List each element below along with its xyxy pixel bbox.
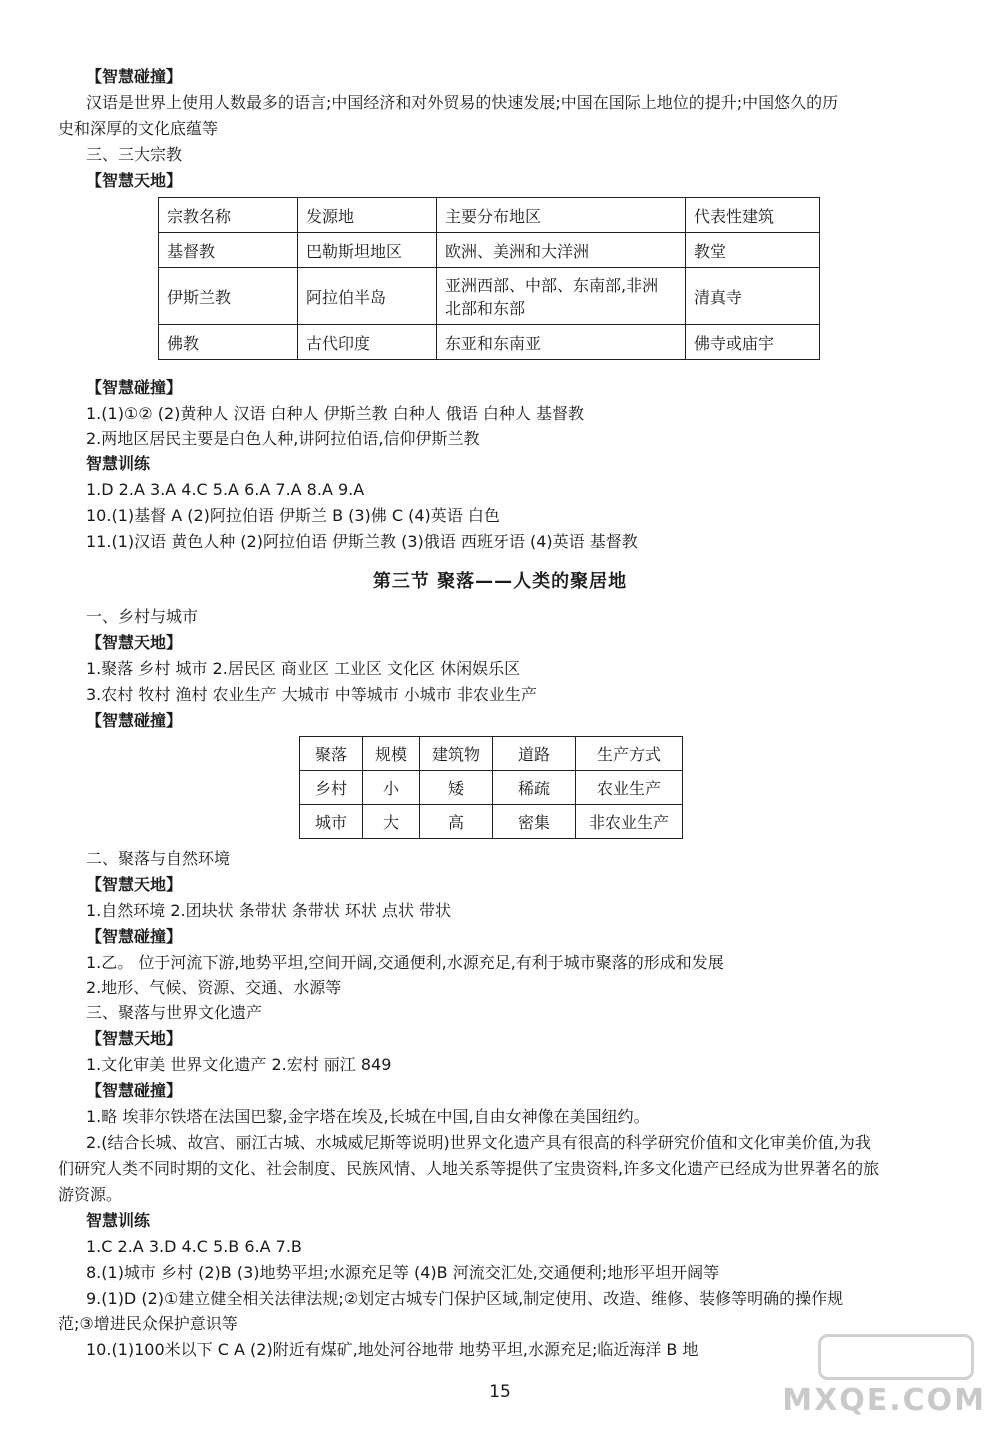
heading-wisdom-collision: 【智慧碰撞】 xyxy=(86,67,183,86)
answer-line: 3.农村 牧村 渔村 农业生产 大城市 中等城市 小城市 非农业生产 xyxy=(86,685,537,704)
table-row xyxy=(159,233,820,268)
answer-line: 1.文化审美 世界文化遗产 2.宏村 丽江 849 xyxy=(86,1055,392,1074)
answer-line: 2.地形、气候、资源、交通、水源等 xyxy=(86,978,342,997)
section-heading: 一、乡村与城市 xyxy=(86,607,199,626)
table-cell: 代表性建筑 xyxy=(686,198,820,233)
answer-line: 10.(1)100米以下 C A (2)附近有煤矿,地处河谷地带 地势平坦,水源充足;临近海洋 B 地 xyxy=(86,1340,699,1359)
answer-line: 1.乙。 位于河流下游,地势平坦,空间开阔,交通便利,水源充足,有利于城市聚落的形成和发展 xyxy=(86,953,724,972)
table-cell: 稀疏 xyxy=(493,771,576,805)
answer-line: 范;③增进民众保护意识等 xyxy=(58,1314,238,1333)
table-cell: 农业生产 xyxy=(576,771,683,805)
answer-line: 1.聚落 乡村 城市 2.居民区 商业区 工业区 文化区 休闲娱乐区 xyxy=(86,659,521,678)
heading-wisdom-world: 【智慧天地】 xyxy=(86,633,183,652)
religion-table xyxy=(158,197,820,360)
answer-line: 们研究人类不同时期的文化、社会制度、民族风情、人地关系等提供了宝贵资料,许多文化遗产已经成为世界著名的旅 xyxy=(58,1159,880,1178)
heading-wisdom-collision: 【智慧碰撞】 xyxy=(86,711,183,730)
heading-wisdom-world: 【智慧天地】 xyxy=(86,171,183,190)
section-heading: 三、三大宗教 xyxy=(86,145,183,164)
table-cell: 教堂 xyxy=(686,233,820,268)
page-number: 15 xyxy=(489,1382,511,1402)
table-cell: 东亚和东南亚 xyxy=(437,325,686,360)
table-cell: 高 xyxy=(420,805,493,839)
table-cell: 生产方式 xyxy=(576,737,683,771)
table-row xyxy=(159,268,820,325)
cell-line: 亚洲西部、中部、东南部,非洲 xyxy=(445,276,659,295)
table-cell: 主要分布地区 xyxy=(437,198,686,233)
answer-line: 8.(1)城市 乡村 (2)B (3)地势平坦;水源充足等 (4)B 河流交汇处,交通便利;地形平坦开阔等 xyxy=(86,1263,720,1282)
answer-line: 1.略 埃菲尔铁塔在法国巴黎,金字塔在埃及,长城在中国,自由女神像在美国纽约。 xyxy=(86,1107,650,1126)
heading-wisdom-world: 【智慧天地】 xyxy=(86,875,183,894)
table-cell: 大 xyxy=(363,805,420,839)
heading-wisdom-training: 智慧训练 xyxy=(86,454,151,473)
table-cell: 建筑物 xyxy=(420,737,493,771)
table-cell: 非农业生产 xyxy=(576,805,683,839)
answer-line: 9.(1)D (2)①建立健全相关法律法规;②划定古城专门保护区域,制定使用、改造、维修、装修等明确的操作规 xyxy=(86,1289,844,1308)
table-cell: 欧洲、美洲和大洋洲 xyxy=(437,233,686,268)
table-row xyxy=(300,805,683,839)
table-cell: 佛教 xyxy=(159,325,298,360)
table-header-row xyxy=(159,198,820,233)
table-row xyxy=(159,325,820,360)
answer-line: 1.自然环境 2.团块状 条带状 条带状 环状 点状 带状 xyxy=(86,901,452,920)
text-line: 史和深厚的文化底蕴等 xyxy=(58,119,219,138)
cell-line: 北部和东部 xyxy=(445,299,526,318)
table-cell: 伊斯兰教 xyxy=(159,268,298,325)
answer-line: 11.(1)汉语 黄色人种 (2)阿拉伯语 伊斯兰教 (3)俄语 西班牙语 (4)英语 基督教 xyxy=(86,532,638,551)
table-cell: 古代印度 xyxy=(298,325,437,360)
table-cell: 佛寺或庙宇 xyxy=(686,325,820,360)
table-cell: 清真寺 xyxy=(686,268,820,325)
table-cell: 发源地 xyxy=(298,198,437,233)
heading-wisdom-collision: 【智慧碰撞】 xyxy=(86,378,183,397)
settlement-table xyxy=(299,736,683,839)
table-cell: 乡村 xyxy=(300,771,363,805)
heading-wisdom-collision: 【智慧碰撞】 xyxy=(86,1081,183,1100)
heading-wisdom-world: 【智慧天地】 xyxy=(86,1029,183,1048)
table-cell: 小 xyxy=(363,771,420,805)
table-cell: 巴勒斯坦地区 xyxy=(298,233,437,268)
table-cell: 聚落 xyxy=(300,737,363,771)
section-heading: 二、聚落与自然环境 xyxy=(86,849,231,868)
table-header-row xyxy=(300,737,683,771)
answer-line: 1.D 2.A 3.A 4.C 5.A 6.A 7.A 8.A 9.A xyxy=(86,480,365,499)
table-cell: 基督教 xyxy=(159,233,298,268)
section-heading: 三、聚落与世界文化遗产 xyxy=(86,1003,263,1022)
table-cell: 阿拉伯半岛 xyxy=(298,268,437,325)
answer-line: 游资源。 xyxy=(58,1185,123,1204)
table-cell xyxy=(437,268,686,325)
answer-line: 10.(1)基督 A (2)阿拉伯语 伊斯兰 B (3)佛 C (4)英语 白色 xyxy=(86,506,500,525)
table-cell: 道路 xyxy=(493,737,576,771)
heading-wisdom-collision: 【智慧碰撞】 xyxy=(86,927,183,946)
section-title: 第三节 聚落——人类的聚居地 xyxy=(372,571,628,592)
watermark-logo-icon xyxy=(818,1334,974,1380)
table-cell: 规模 xyxy=(363,737,420,771)
table-cell: 宗教名称 xyxy=(159,198,298,233)
table-cell: 城市 xyxy=(300,805,363,839)
answer-line: 2.两地区居民主要是白色人种,讲阿拉伯语,信仰伊斯兰教 xyxy=(86,429,480,448)
answer-line: 2.(结合长城、故宫、丽江古城、水城威尼斯等说明)世界文化遗产具有很高的科学研究价值和文化审美价值,为我 xyxy=(86,1133,871,1152)
answer-line: 1.C 2.A 3.D 4.C 5.B 6.A 7.B xyxy=(86,1237,302,1256)
heading-wisdom-training: 智慧训练 xyxy=(86,1211,151,1230)
answer-line: 1.(1)①② (2)黄种人 汉语 白种人 伊斯兰教 白种人 俄语 白种人 基督教 xyxy=(86,404,584,423)
table-row xyxy=(300,771,683,805)
table-cell: 矮 xyxy=(420,771,493,805)
watermark: MXQE.COM xyxy=(782,1383,986,1418)
text-line: 汉语是世界上使用人数最多的语言;中国经济和对外贸易的快速发展;中国在国际上地位的提升;中国悠久的历 xyxy=(86,93,839,112)
table-cell: 密集 xyxy=(493,805,576,839)
